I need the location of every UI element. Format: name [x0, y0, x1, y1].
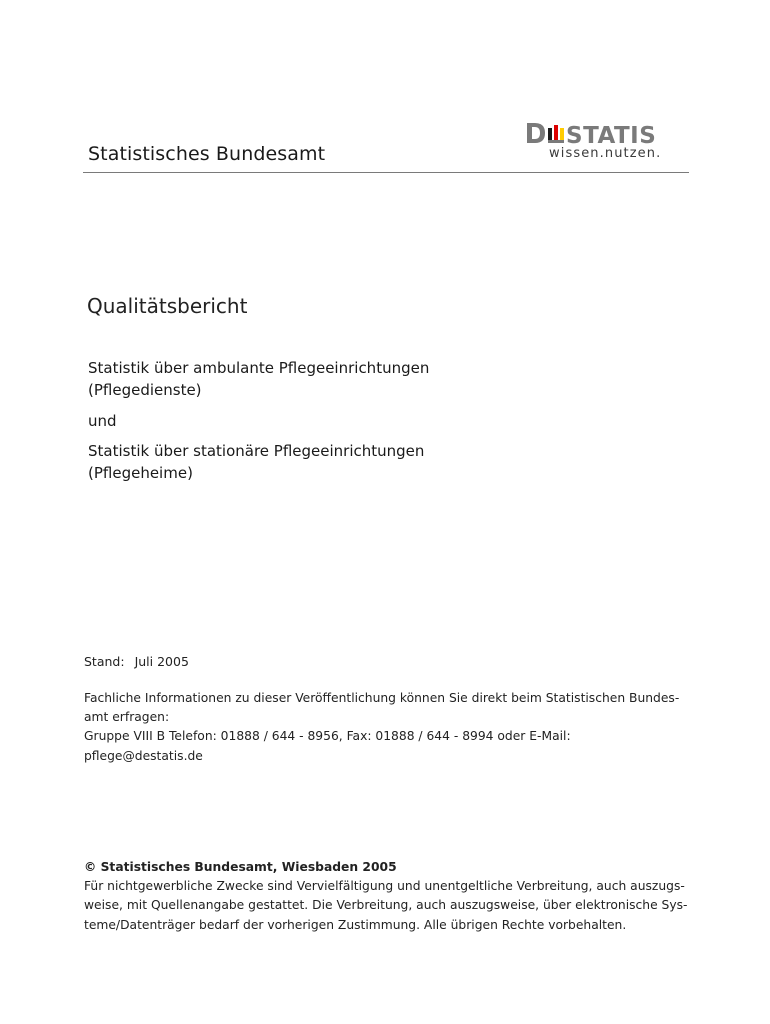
contact-info-line: Gruppe VIII B Telefon: 01888 / 644 - 8956, Fax: 01888 / 644 - 8994 oder E-Mail: — [84, 729, 571, 744]
subtitle-stationaer-line2: (Pflegeheime) — [88, 464, 193, 482]
contact-info-line: amt erfragen: — [84, 710, 170, 725]
copyright-line: teme/Datenträger bedarf der vorherigen Zustimmung. Alle übrigen Rechte vorbehalten. — [84, 917, 627, 932]
copyright-line: weise, mit Quellenangabe gestattet. Die Verbreitung, auch auszugsweise, über elektronische Sys- — [84, 898, 688, 913]
copyright-notice — [84, 858, 688, 935]
copyright-line: Für nichtgewerbliche Zwecke sind Vervielfältigung und unentgeltliche Verbreitung, auch auszugs- — [84, 879, 685, 894]
svg-text:STATIS: STATIS — [566, 123, 657, 149]
contact-info-line: Fachliche Informationen zu dieser Veröffentlichung können Sie direkt beim Statistischen Bundes- — [84, 691, 680, 705]
stand-label: Stand: — [84, 654, 125, 669]
copyright-heading: © Statistisches Bundesamt, Wiesbaden 2005 — [84, 860, 397, 874]
stand-date — [84, 654, 189, 669]
stand-value: Juli 2005 — [134, 654, 189, 669]
subtitle-ambulant-line2: (Pflegedienste) — [88, 381, 202, 399]
subtitle-ambulant-line1: Statistik über ambulante Pflegeeinrichtungen — [88, 359, 430, 377]
logo-tagline: wissen.nutzen. — [549, 146, 662, 161]
contact-email: pflege@destatis.de — [84, 748, 203, 763]
document-title: Qualitätsbericht — [87, 294, 248, 318]
header-title: Statistisches Bundesamt — [88, 143, 326, 165]
subtitle-stationaer-line1: Statistik über stationäre Pflegeeinrichtungen — [88, 442, 425, 460]
subtitle-stationaer — [88, 440, 424, 484]
subtitle-connector: und — [88, 412, 117, 430]
header-divider — [83, 172, 689, 173]
contact-info — [84, 689, 684, 766]
subtitle-ambulant — [88, 357, 429, 401]
